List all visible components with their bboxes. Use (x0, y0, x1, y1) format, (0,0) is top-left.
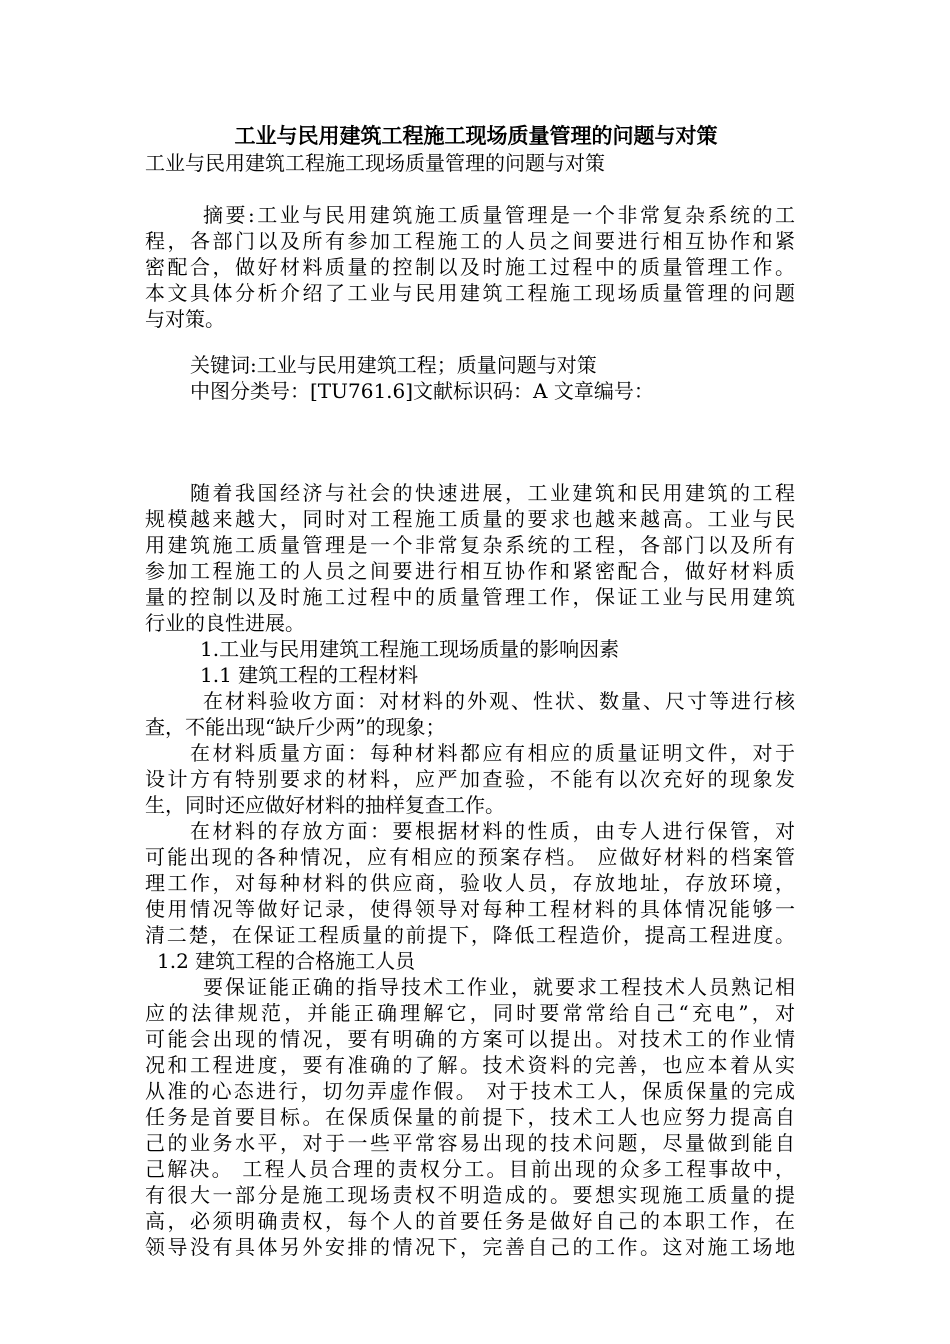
personnel-line: 可能会出现的情况，要有明确的方案可以提出。对技术工的作业情 (145, 1027, 795, 1051)
abstract-line: 程，各部门以及所有参加工程施工的人员之间要进行相互协作和紧 (145, 229, 795, 253)
intro-line: 规模越来越大，同时对工程施工质量的要求也越来越高。工业与民 (145, 507, 795, 531)
personnel-line: 高，必须明确责权，每个人的首要任务是做好自己的本职工作，在 (145, 1209, 795, 1233)
personnel-line: 要保证能正确的指导技术工作业，就要求工程技术人员熟记相 (203, 975, 795, 999)
subsection-heading: 1.2 建筑工程的合格施工人员 (157, 949, 416, 973)
personnel-line: 应的法律规范，并能正确理解它，同时要常常给自己“充电”，对 (145, 1001, 795, 1025)
personnel-line: 己解决。 工程人员合理的责权分工。目前出现的众多工程事故中， (145, 1157, 795, 1181)
storage-line: 使用情况等做好记录，使得领导对每种工程材料的具体情况能够一 (145, 897, 795, 921)
personnel-line: 任务是首要目标。在保质保量的前提下，技术工人也应努力提高自 (145, 1105, 795, 1129)
document-title: 工业与民用建筑工程施工现场质量管理的问题与对策 (234, 123, 718, 148)
storage-line: 在材料的存放方面：要根据材料的性质，由专人进行保管，对 (190, 819, 795, 843)
intro-line: 量的控制以及时施工过程中的质量管理工作，保证工业与民用建筑 (145, 585, 795, 609)
quality-line: 设计方有特别要求的材料，应严加查验，不能有以次充好的现象发 (145, 767, 795, 791)
abstract-line: 密配合，做好材料质量的控制以及时施工过程中的质量管理工作。 (145, 255, 795, 279)
subsection-heading: 1.1 建筑工程的工程材料 (200, 663, 419, 687)
intro-line: 行业的良性进展。 (145, 611, 305, 635)
storage-line: 理工作，对每种材料的供应商，验收人员，存放地址，存放环境， (145, 871, 795, 895)
section-heading: 1.工业与民用建筑工程施工现场质量的影响因素 (200, 637, 620, 661)
abstract-line: 与对策。 (145, 307, 225, 331)
keywords: 关键词:工业与民用建筑工程；质量问题与对策 (190, 353, 597, 377)
abstract-line: 摘要:工业与民用建筑施工质量管理是一个非常复杂系统的工 (203, 203, 795, 227)
document-subtitle: 工业与民用建筑工程施工现场质量管理的问题与对策 (145, 151, 605, 175)
classification: 中图分类号：[TU761.6]文献标识码：A 文章编号： (190, 379, 654, 403)
personnel-line: 况和工程进度，要有准确的了解。技术资料的完善，也应本着从实 (145, 1053, 795, 1077)
intro-line: 用建筑施工质量管理是一个非常复杂系统的工程，各部门以及所有 (145, 533, 795, 557)
quality-line: 生，同时还应做好材料的抽样复查工作。 (145, 793, 505, 817)
personnel-line: 有很大一部分是施工现场责权不明造成的。要想实现施工质量的提 (145, 1183, 795, 1207)
intro-line: 参加工程施工的人员之间要进行相互协作和紧密配合，做好材料质 (145, 559, 795, 583)
abstract-line: 本文具体分析介绍了工业与民用建筑工程施工现场质量管理的问题 (145, 281, 795, 305)
intro-line: 随着我国经济与社会的快速进展，工业建筑和民用建筑的工程 (190, 481, 795, 505)
acceptance-line: 在材料验收方面：对材料的外观、性状、数量、尺寸等进行核 (203, 689, 795, 713)
personnel-line: 从准的心态进行，切勿弄虚作假。 对于技术工人，保质保量的完成 (145, 1079, 795, 1103)
acceptance-line: 查，不能出现“缺斤少两”的现象； (145, 715, 446, 739)
storage-line: 清二楚，在保证工程质量的前提下，降低工程造价，提高工程进度。 (145, 923, 795, 947)
personnel-line: 己的业务水平，对于一些平常容易出现的技术问题，尽量做到能自 (145, 1131, 795, 1155)
personnel-line: 领导没有具体另外安排的情况下，完善自己的工作。这对施工场地 (145, 1235, 795, 1259)
storage-line: 可能出现的各种情况，应有相应的预案存档。 应做好材料的档案管 (145, 845, 795, 869)
quality-line: 在材料质量方面：每种材料都应有相应的质量证明文件，对于 (190, 741, 795, 765)
